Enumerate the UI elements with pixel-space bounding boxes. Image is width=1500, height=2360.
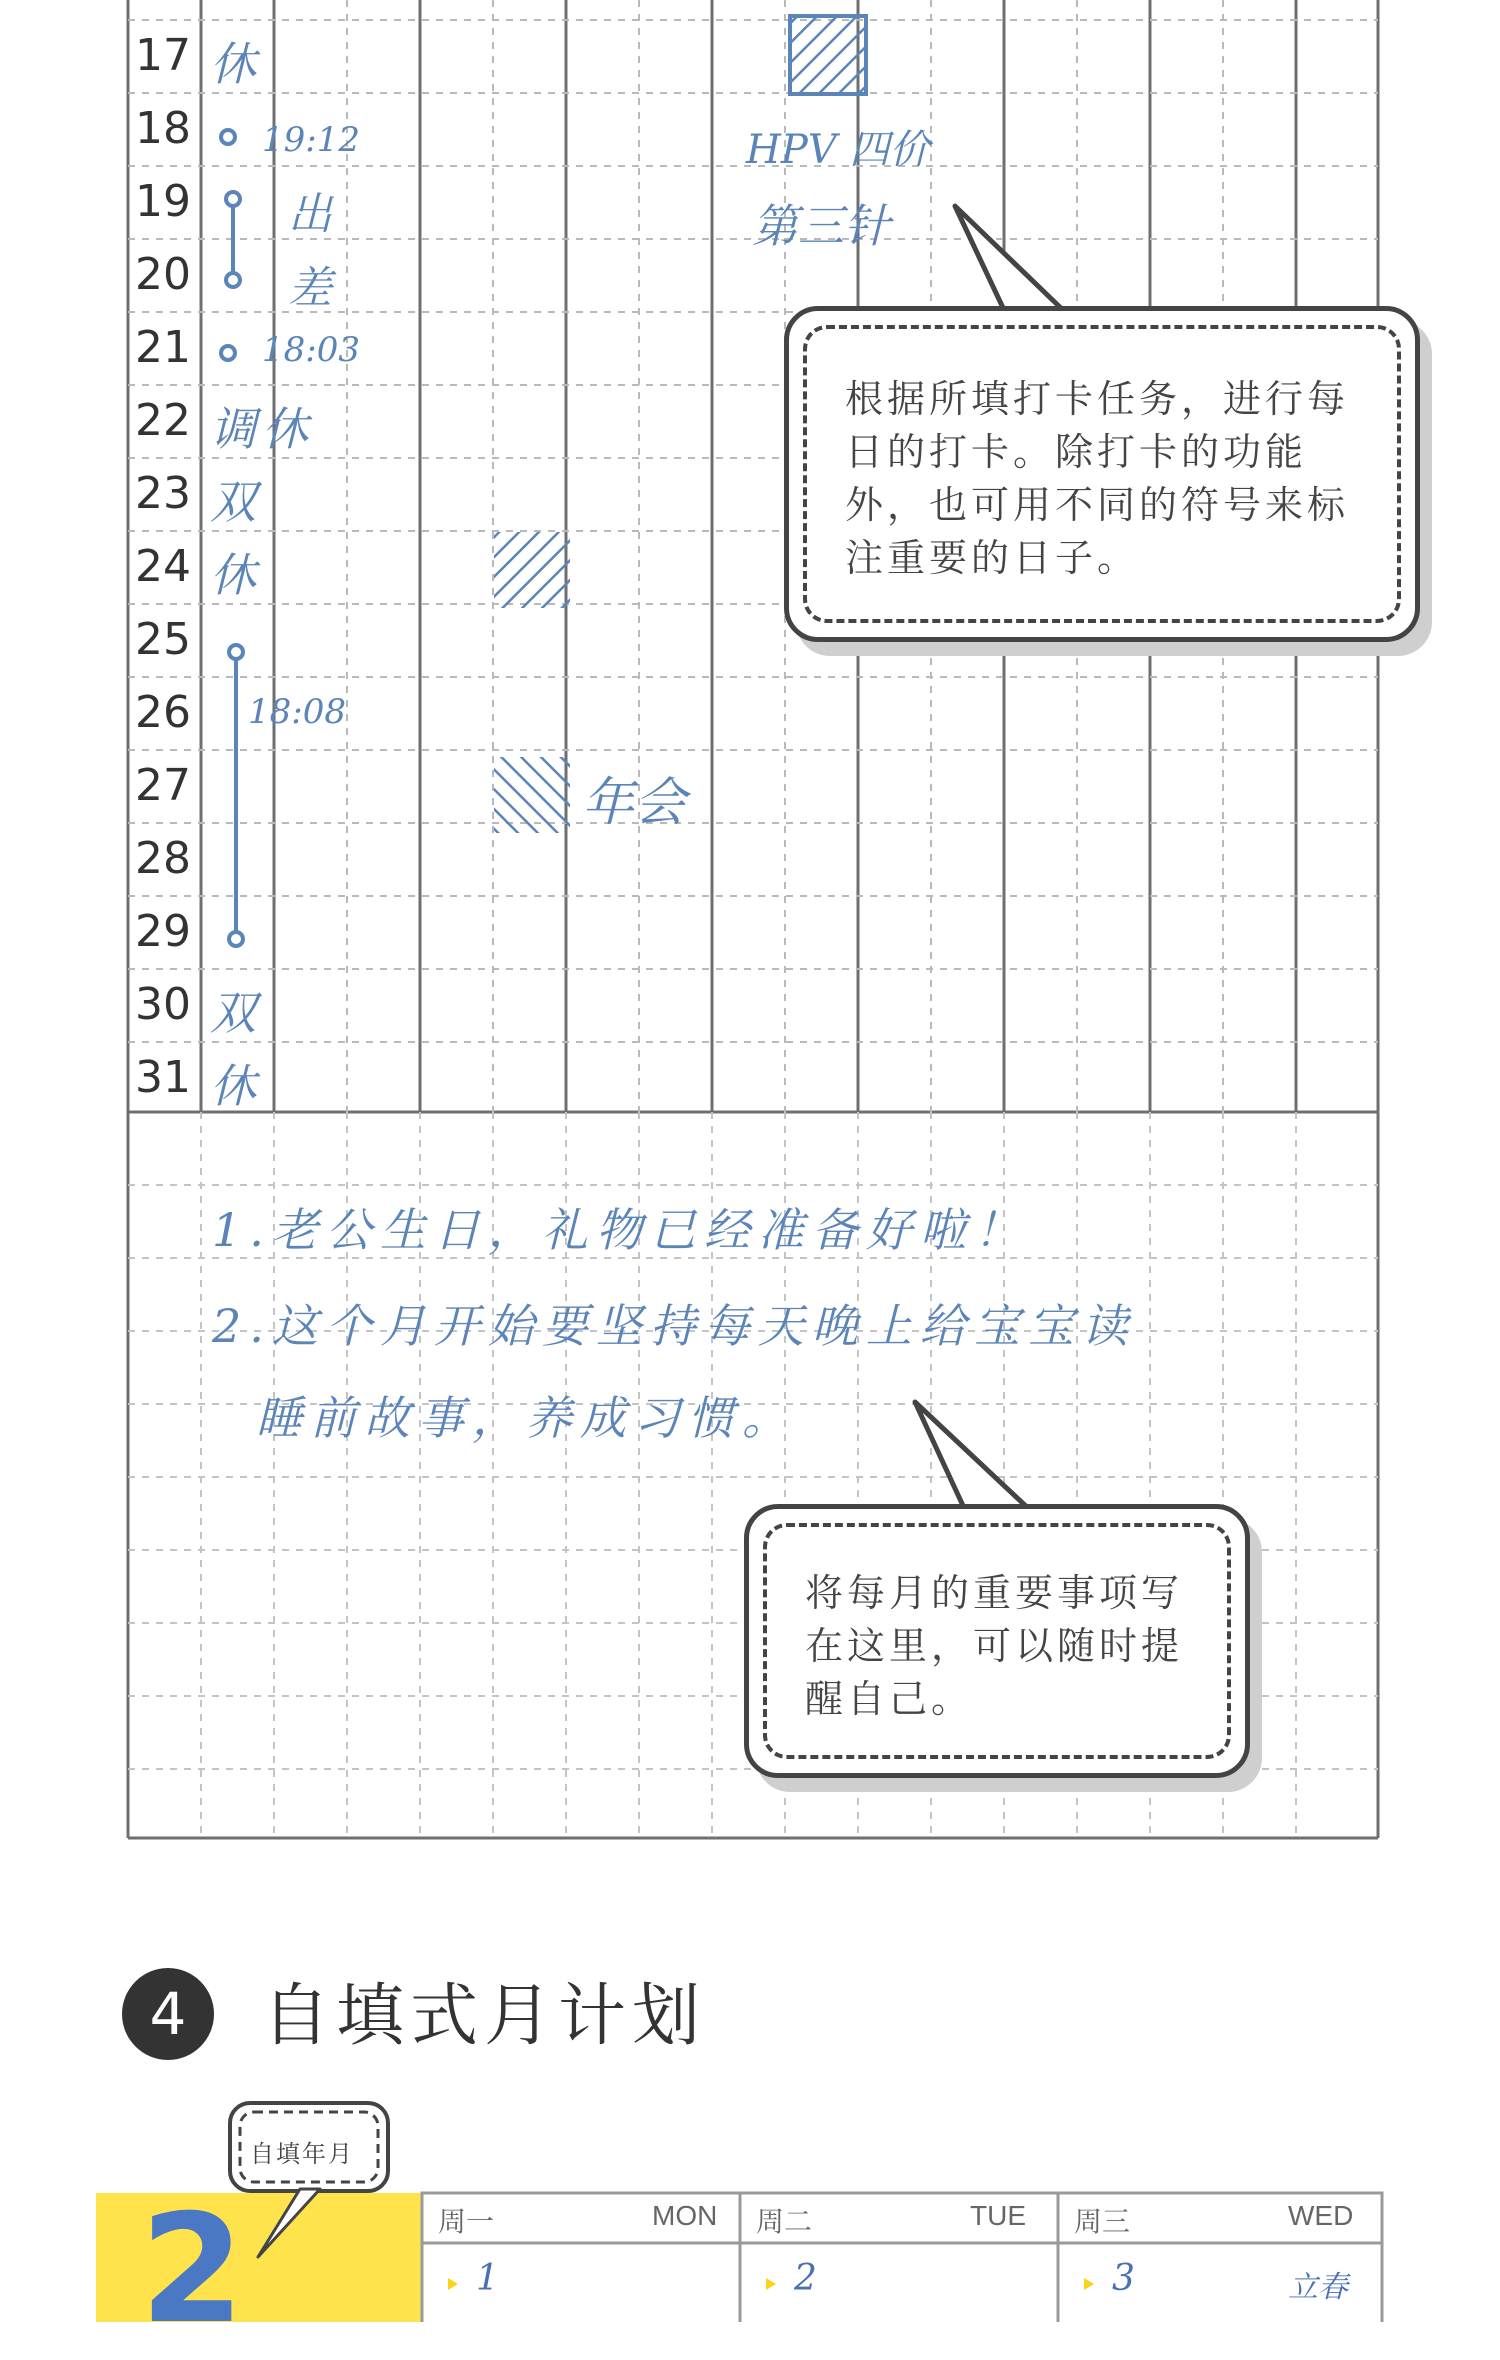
- day-number: 27: [135, 760, 191, 811]
- calendar-header-cn: 周三: [1074, 2206, 1131, 2237]
- calendar-header-en: MON: [652, 2200, 718, 2231]
- marker-20: [226, 273, 240, 287]
- day-number: 29: [135, 906, 191, 957]
- day-number: 20: [135, 249, 191, 300]
- hpv-note-line1: HPV 四价: [746, 127, 930, 173]
- annual-party-note: 年会: [582, 773, 687, 833]
- callout-notes-text: 将每月的重要事项写在这里，可以随时提醒自己。: [805, 1571, 1184, 1721]
- calendar-date-number: 3: [1112, 2258, 1135, 2299]
- calendar-date-number: 1: [476, 2258, 499, 2299]
- day-number: 19: [135, 176, 191, 227]
- day-note: 休: [210, 548, 262, 602]
- fill-label: 自填年月: [250, 2140, 354, 2168]
- day-number: 17: [135, 30, 191, 81]
- callout-tracker-text: 根据所填打卡任务，进行每日的打卡。除打卡的功能外，也可用不同的符号来标注重要的日子。: [845, 377, 1350, 580]
- calendar-header-cn: 周二: [756, 2206, 813, 2237]
- notes-line-1: 1.老公生日，礼物已经准备好啦！: [212, 1203, 1028, 1257]
- marker-29: [229, 932, 243, 946]
- hatch-box-hpv: [790, 16, 866, 94]
- callout-notes-tail: [915, 1402, 1030, 1510]
- callout-notes: [744, 1504, 1250, 1778]
- day-number: 21: [135, 322, 191, 373]
- calendar-header-en: WED: [1288, 2200, 1354, 2231]
- calendar-header-en: TUE: [970, 2200, 1026, 2231]
- time-note-21: 18:03: [262, 330, 360, 370]
- trip-note-19: 出: [288, 189, 332, 240]
- marker-18: [221, 130, 235, 144]
- time-note-26: 18:08: [248, 692, 346, 732]
- callout-tracker-tail: [955, 206, 1065, 312]
- day-note: 调休: [210, 402, 314, 456]
- day-number: 28: [135, 833, 191, 884]
- calendar-date-arrow-1: [448, 2278, 458, 2290]
- calendar-header-cn: 周一: [438, 2206, 495, 2237]
- time-note-18: 19:12: [262, 120, 360, 160]
- marker-25: [229, 645, 243, 659]
- day-note: 休: [210, 1059, 262, 1113]
- day-note: 双: [210, 475, 262, 529]
- callout-tracker: [784, 306, 1420, 642]
- calendar-date-note: 立春: [1288, 2270, 1348, 2305]
- marker-21: [221, 346, 235, 360]
- section-number-badge: 4: [122, 1968, 214, 2060]
- section-title: 自填式月计划: [262, 1977, 707, 2056]
- trip-note-20: 差: [288, 263, 332, 314]
- marker-19: [226, 192, 240, 206]
- day-number: 31: [135, 1052, 191, 1103]
- day-number: 26: [135, 687, 191, 738]
- day-number: 30: [135, 979, 191, 1030]
- day-number: 24: [135, 541, 191, 592]
- day-number: 23: [135, 468, 191, 519]
- hatch-box-27: [494, 757, 570, 833]
- calendar-month-number: 2: [140, 2183, 245, 2357]
- calendar-frame: [422, 2193, 1382, 2322]
- calendar-date-arrow-3: [1084, 2278, 1094, 2290]
- day-number: 18: [135, 103, 191, 154]
- day-note: 双: [210, 986, 262, 1040]
- notes-line-3: 睡前故事，养成习惯。: [256, 1391, 796, 1445]
- calendar-date-number: 2: [794, 2258, 817, 2299]
- hatch-box-24: [494, 532, 570, 608]
- day-note: 休: [210, 37, 262, 91]
- day-number: 25: [135, 614, 191, 665]
- notes-line-2: 2.这个月开始要坚持每天晚上给宝宝读: [212, 1299, 1136, 1353]
- day-number: 22: [135, 395, 191, 446]
- hpv-note-line2: 第三针: [752, 199, 890, 253]
- calendar-date-arrow-2: [766, 2278, 776, 2290]
